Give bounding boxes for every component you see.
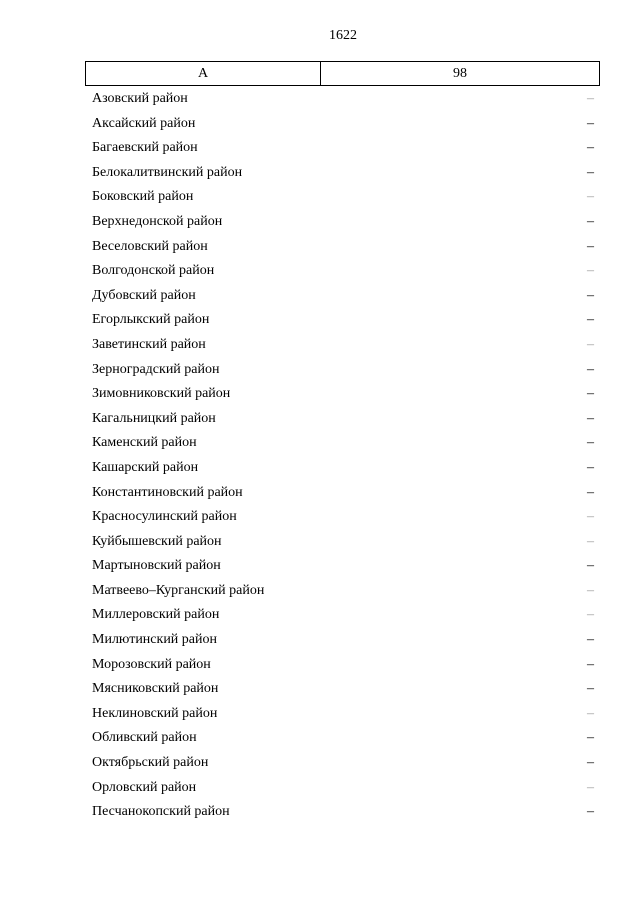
district-name: Верхнедонской район bbox=[92, 213, 223, 229]
district-name: Октябрьский район bbox=[92, 755, 209, 771]
district-value: – bbox=[587, 509, 594, 525]
district-value: – bbox=[587, 779, 594, 795]
district-name: Обливский район bbox=[92, 730, 197, 746]
table-row bbox=[85, 653, 600, 678]
table-row bbox=[85, 751, 600, 776]
district-value: – bbox=[587, 484, 594, 500]
page-number: 1622 bbox=[329, 28, 357, 43]
table-row bbox=[85, 284, 600, 309]
table-row bbox=[85, 481, 600, 506]
table-row bbox=[85, 628, 600, 653]
district-name: Боковский район bbox=[92, 189, 194, 205]
table-row bbox=[85, 800, 600, 825]
district-value: – bbox=[587, 263, 594, 279]
table-row bbox=[85, 407, 600, 432]
district-value: – bbox=[587, 705, 594, 721]
district-value: – bbox=[587, 607, 594, 623]
table-row bbox=[85, 235, 600, 260]
table-row bbox=[85, 603, 600, 628]
district-name: Белокалитвинский район bbox=[92, 164, 243, 180]
district-value: – bbox=[587, 730, 594, 746]
district-value: – bbox=[587, 238, 594, 254]
district-name: Зерноградский район bbox=[92, 361, 220, 377]
district-name: Орловский район bbox=[92, 779, 197, 795]
table-row bbox=[85, 677, 600, 702]
table-row bbox=[85, 702, 600, 727]
district-name: Дубовский район bbox=[92, 287, 196, 303]
table-row bbox=[85, 358, 600, 383]
district-value: – bbox=[587, 435, 594, 451]
table-row bbox=[85, 161, 600, 186]
table-row bbox=[85, 726, 600, 751]
district-name: Багаевский район bbox=[92, 140, 198, 156]
district-name: Красносулинский район bbox=[92, 509, 237, 525]
table-row bbox=[85, 136, 600, 161]
district-value: – bbox=[587, 386, 594, 402]
district-value: – bbox=[587, 558, 594, 574]
header-cell-a: А bbox=[86, 62, 321, 86]
district-name: Песчанокопский район bbox=[92, 804, 230, 820]
district-value: – bbox=[587, 336, 594, 352]
district-value: – bbox=[587, 287, 594, 303]
table-row bbox=[85, 333, 600, 358]
header-row bbox=[86, 62, 600, 86]
district-value: – bbox=[587, 213, 594, 229]
district-value: – bbox=[587, 115, 594, 131]
district-value: – bbox=[587, 632, 594, 648]
district-value: – bbox=[587, 140, 594, 156]
district-name: Милютинский район bbox=[92, 632, 218, 648]
district-value: – bbox=[587, 312, 594, 328]
table-row bbox=[85, 382, 600, 407]
district-name: Мартыновский район bbox=[92, 558, 221, 574]
table-row bbox=[85, 185, 600, 210]
district-value: – bbox=[587, 361, 594, 377]
district-value: – bbox=[587, 459, 594, 475]
district-name: Кагальницкий район bbox=[92, 410, 216, 426]
table-row bbox=[85, 554, 600, 579]
table-row bbox=[85, 456, 600, 481]
district-name: Миллеровский район bbox=[92, 607, 220, 623]
district-name: Константиновский район bbox=[92, 484, 243, 500]
district-value: – bbox=[587, 582, 594, 598]
district-value: – bbox=[587, 410, 594, 426]
district-value: – bbox=[587, 656, 594, 672]
district-value: – bbox=[587, 189, 594, 205]
district-value: – bbox=[587, 91, 594, 106]
table-row bbox=[85, 210, 600, 235]
district-list bbox=[85, 87, 600, 825]
district-value: – bbox=[587, 804, 594, 820]
table-row bbox=[85, 431, 600, 456]
district-value: – bbox=[587, 755, 594, 771]
district-name: Матвеево–Курганский район bbox=[92, 582, 265, 598]
table-row bbox=[85, 530, 600, 555]
district-value: – bbox=[587, 681, 594, 697]
district-name: Аксайский район bbox=[92, 115, 196, 131]
district-name: Кашарский район bbox=[92, 459, 199, 475]
table-row bbox=[85, 87, 600, 112]
table-row bbox=[85, 776, 600, 801]
district-name: Веселовский район bbox=[92, 238, 208, 254]
table-header bbox=[85, 61, 600, 86]
table-row bbox=[85, 579, 600, 604]
district-name: Неклиновский район bbox=[92, 705, 218, 721]
district-name: Заветинский район bbox=[92, 336, 206, 352]
district-value: – bbox=[587, 533, 594, 549]
district-name: Азовский район bbox=[92, 91, 188, 106]
district-name: Мясниковский район bbox=[92, 681, 219, 697]
district-name: Зимовниковский район bbox=[92, 386, 231, 402]
table-row bbox=[85, 112, 600, 137]
header-cell-b: 98 bbox=[321, 62, 600, 86]
district-name: Волгодонской район bbox=[92, 263, 215, 279]
district-name: Каменский район bbox=[92, 435, 197, 451]
district-name: Морозовский район bbox=[92, 656, 211, 672]
table-row bbox=[85, 259, 600, 284]
table-row bbox=[85, 308, 600, 333]
district-value: – bbox=[587, 164, 594, 180]
table-row bbox=[85, 505, 600, 530]
district-name: Егорлыкский район bbox=[92, 312, 210, 328]
district-name: Куйбышевский район bbox=[92, 533, 222, 549]
